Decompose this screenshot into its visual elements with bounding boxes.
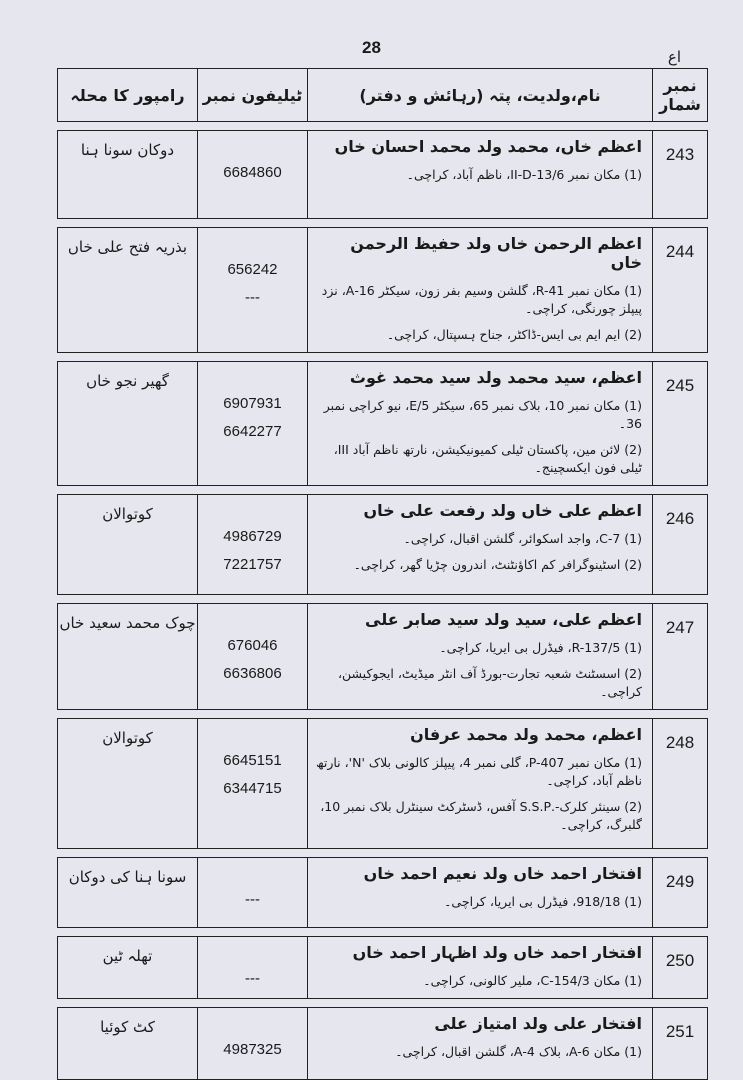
entry-address: (2) اسٹینوگرافر کم اکاؤنٹنٹ، اندرون چڑیا گھر، کراچی۔: [353, 557, 642, 572]
entry-area: کوتوالان: [58, 495, 198, 595]
gap-cell: [58, 999, 198, 1008]
gap-cell: [653, 595, 708, 604]
entry-phones: [198, 937, 308, 999]
entry-row: [58, 937, 708, 999]
entry-area: کٹ کوئیا: [58, 1008, 198, 1080]
entry-phones: [198, 604, 308, 710]
entry-address: (1) مکان نمبر P-407، گلی نمبر 4، پیپلز کالونی بلاک 'N'، نارتھ ناظم آباد، کراچی۔: [315, 755, 642, 788]
entry-address: (1) R-137/5، فیڈرل بی ایریا، کراچی۔: [439, 640, 642, 655]
gap-cell: [198, 122, 308, 131]
entry-serial: 244: [653, 228, 708, 353]
row-gap: [58, 486, 708, 495]
entry-phone: [198, 858, 307, 886]
entry-phone: [198, 228, 307, 256]
entry-address: (1) مکان A-6، بلاک 4-A، گلشن اقبال، کراچی۔: [395, 1044, 642, 1059]
row-gap: [58, 849, 708, 858]
entry-address: (1) مکان نمبر 10، بلاک نمبر 65، سیکٹر 5/E، نیو کراچی نمبر 36۔: [323, 398, 642, 431]
entry-phones: [198, 719, 308, 849]
entry-address: (2) ایم ایم بی ایس-ڈاکٹر، جناح ہسپتال، کراچی۔: [386, 327, 642, 342]
entry-phone: 6645151: [223, 752, 282, 769]
entry-row: [58, 131, 708, 219]
entry-address: (1) مکان نمبر II-D-13/6، ناظم آباد، کراچی۔: [406, 167, 642, 182]
entry-phone: 656242: [227, 261, 278, 278]
gap-cell: [58, 219, 198, 228]
gap-cell: [653, 928, 708, 937]
entry-phone: [198, 937, 307, 965]
entry-phone: 6344715: [223, 780, 282, 797]
entry-name: اعظم خاں، محمد ولد محمد احسان خاں: [334, 137, 642, 156]
gap-cell: [653, 486, 708, 495]
gap-cell: [308, 122, 653, 131]
entry-area: سونا ہنا کی دوکان: [58, 858, 198, 928]
entry-phones: [198, 131, 308, 219]
entry-phone: [198, 1008, 307, 1036]
entry-details: [308, 362, 653, 486]
entry-serial: 249: [653, 858, 708, 928]
entry-phone: 6636806: [223, 665, 282, 682]
entry-area: بذریہ فتح علی خاں: [58, 228, 198, 353]
entry-serial: 243: [653, 131, 708, 219]
row-gap: [58, 219, 708, 228]
entry-row: [58, 858, 708, 928]
entry-details: [308, 1008, 653, 1080]
entry-phone: [198, 719, 307, 747]
header-row: [58, 69, 708, 122]
entry-address: (1) C-7، واجد اسکوائر، گلشن اقبال، کراچی۔: [403, 531, 642, 546]
gap-cell: [653, 849, 708, 858]
gap-cell: [653, 710, 708, 719]
gap-cell: [653, 353, 708, 362]
entry-phones: [198, 495, 308, 595]
entry-details: [308, 719, 653, 849]
gap-cell: [58, 486, 198, 495]
entry-phone: 676046: [227, 637, 278, 654]
entry-row: [58, 495, 708, 595]
entry-phones: [198, 228, 308, 353]
row-gap: [58, 710, 708, 719]
entry-phone: 4987325: [223, 1041, 282, 1058]
row-gap: [58, 122, 708, 131]
gap-cell: [198, 353, 308, 362]
gap-cell: [308, 928, 653, 937]
entry-area: دوکان سونا ہنا: [58, 131, 198, 219]
gap-cell: [653, 999, 708, 1008]
entry-phones: [198, 362, 308, 486]
gap-cell: [58, 122, 198, 131]
entry-phone: 6642277: [223, 423, 282, 440]
entry-serial: 247: [653, 604, 708, 710]
entry-phones: [198, 1008, 308, 1080]
entry-details: [308, 937, 653, 999]
entry-details: [308, 228, 653, 353]
entry-details: [308, 131, 653, 219]
entry-name: افتخار علی ولد امتیاز علی: [434, 1014, 642, 1033]
gap-cell: [308, 486, 653, 495]
entry-phone: 7221757: [223, 556, 282, 573]
gap-cell: [308, 353, 653, 362]
entry-phone: 6907931: [223, 395, 282, 412]
entry-phone: 6684860: [223, 164, 282, 181]
entry-details: [308, 495, 653, 595]
entry-row: [58, 228, 708, 353]
entry-phone: [198, 604, 307, 632]
entry-address: (2) لائن مین، پاکستان ٹیلی کمیونیکیشن، نارتھ ناظم آباد III، ٹیلی فون ایکسچینج۔: [333, 442, 642, 475]
entry-address: (2) اسسٹنٹ شعبہ تجارت-بورڈ آف انٹر میڈیٹ، ایجوکیشن، کراچی۔: [337, 666, 642, 699]
entry-serial: 245: [653, 362, 708, 486]
gap-cell: [308, 710, 653, 719]
row-gap: [58, 353, 708, 362]
row-gap: [58, 928, 708, 937]
gap-cell: [308, 219, 653, 228]
entry-area: گھیر نجو خاں: [58, 362, 198, 486]
gap-cell: [198, 219, 308, 228]
gap-cell: [58, 928, 198, 937]
gap-cell: [198, 486, 308, 495]
row-gap: [58, 595, 708, 604]
entry-row: [58, 362, 708, 486]
entry-details: [308, 604, 653, 710]
gap-cell: [58, 353, 198, 362]
entry-phone: ---: [245, 891, 260, 908]
entry-area: تھلہ ٹین: [58, 937, 198, 999]
entry-serial: 246: [653, 495, 708, 595]
gap-cell: [58, 595, 198, 604]
entry-name: اعظم، محمد ولد محمد عرفان: [410, 725, 642, 744]
entry-name: اعظم، سید محمد ولد سید محمد غوث: [349, 368, 642, 387]
gap-cell: [198, 928, 308, 937]
entry-name: اعظم الرحمن خاں ولد حفیظ الرحمن خاں: [350, 234, 642, 272]
entry-serial: 250: [653, 937, 708, 999]
header-area: رامپور کا محلہ: [58, 69, 198, 122]
entry-name: افتخار احمد خاں ولد اظہار احمد خاں: [352, 943, 642, 962]
gap-cell: [58, 849, 198, 858]
entry-serial: 248: [653, 719, 708, 849]
header-phone: ٹیلیفون نمبر: [198, 69, 308, 122]
entry-address: (1) مکان C-154/3، ملیر کالونی، کراچی۔: [423, 973, 642, 988]
entry-phone: [198, 495, 307, 523]
entry-address: (2) سینئر کلرک-.S.S.P آفس، ڈسٹرکٹ سینٹرل بلاک نمبر 10، گلبرگ، کراچی۔: [320, 799, 642, 832]
gap-cell: [58, 710, 198, 719]
gap-cell: [308, 595, 653, 604]
header-serial: نمبر شمار: [653, 69, 708, 122]
register-table: [57, 68, 708, 1080]
gap-cell: [198, 595, 308, 604]
entry-name: افتخار احمد خاں ولد نعیم احمد خاں: [363, 864, 642, 883]
entries-body: [58, 122, 708, 1080]
gap-cell: [198, 999, 308, 1008]
entry-address: (1) 918/18، فیڈرل بی ایریا، کراچی۔: [444, 894, 642, 909]
header-name: نام،ولدیت، پتہ (رہائش و دفتر): [308, 69, 653, 122]
entry-phones: [198, 858, 308, 928]
gap-cell: [653, 122, 708, 131]
page-number: 28: [362, 38, 381, 57]
entry-row: [58, 1008, 708, 1080]
entry-address: (1) مکان نمبر R-41، گلشن وسیم بفر زون، سیکٹر 16-A، نزد پیپلز چورنگی، کراچی۔: [321, 283, 642, 316]
entry-phone: ---: [245, 289, 260, 306]
gap-cell: [198, 710, 308, 719]
entry-row: [58, 719, 708, 849]
gap-cell: [653, 219, 708, 228]
entry-name: اعظم علی خاں ولد رفعت علی خاں: [363, 501, 642, 520]
entry-phone: [198, 362, 307, 390]
entry-details: [308, 858, 653, 928]
row-gap: [58, 999, 708, 1008]
entry-row: [58, 604, 708, 710]
entry-phone: [198, 131, 307, 159]
entry-area: کوتوالان: [58, 719, 198, 849]
gap-cell: [308, 849, 653, 858]
entry-serial: 251: [653, 1008, 708, 1080]
entry-phone: ---: [245, 970, 260, 987]
entry-name: اعظم علی، سید ولد سید صابر علی: [365, 610, 642, 629]
gap-cell: [198, 849, 308, 858]
corner-mark: اع: [667, 48, 681, 66]
entry-area: چوک محمد سعید خاں: [58, 604, 198, 710]
gap-cell: [308, 999, 653, 1008]
entry-phone: 4986729: [223, 528, 282, 545]
